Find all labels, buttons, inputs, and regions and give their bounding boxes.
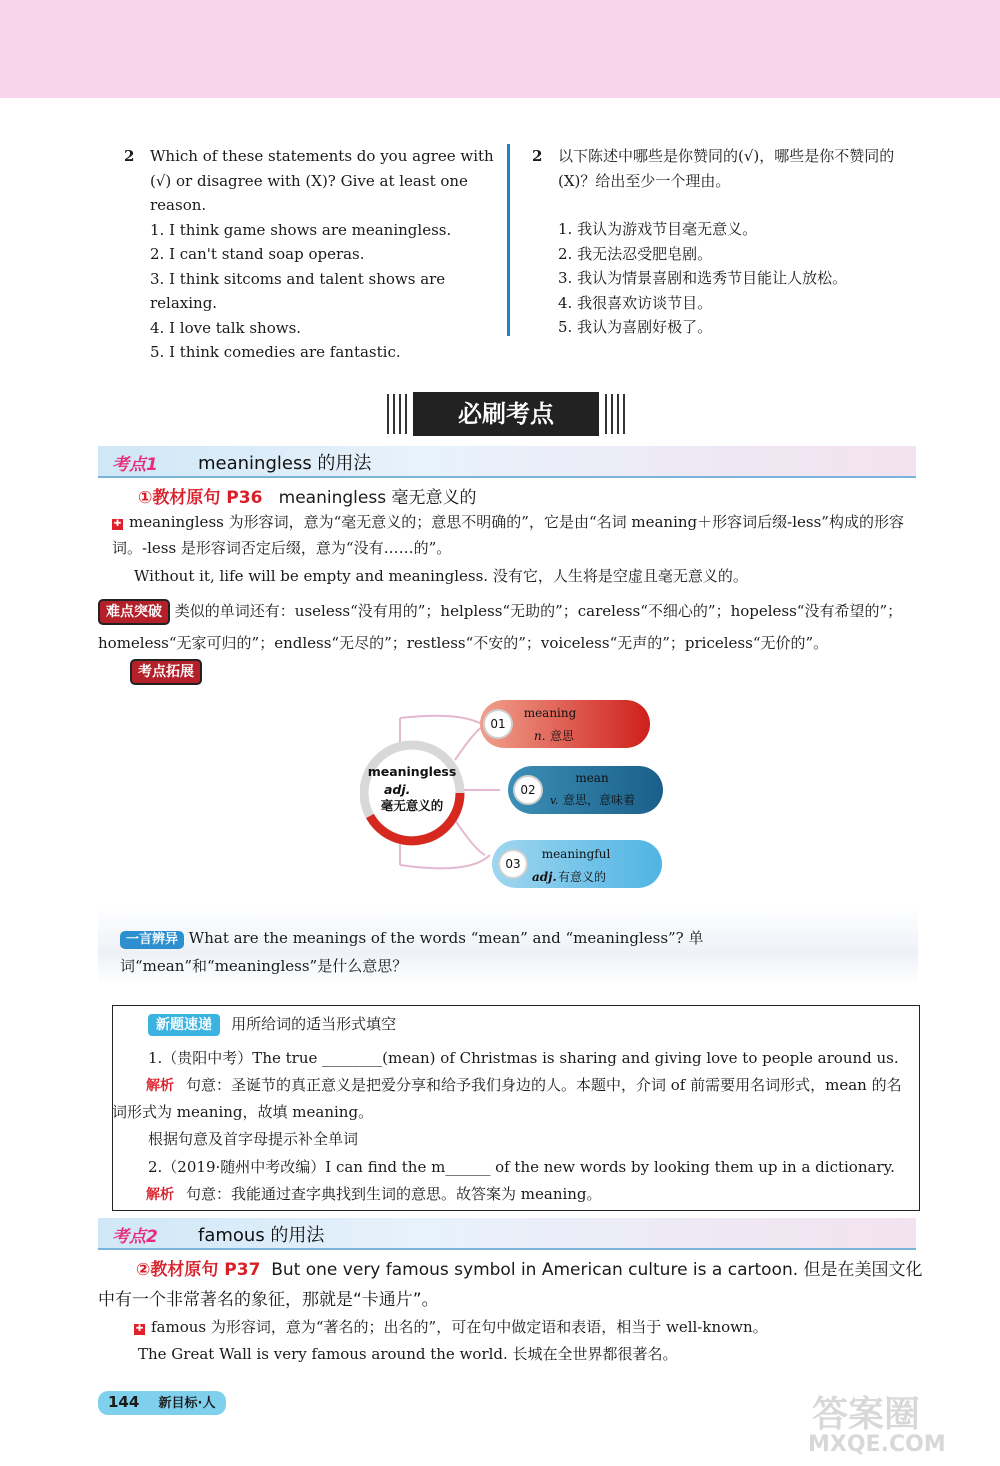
branch-pos: v. xyxy=(550,794,559,807)
analysis-text: 句意：我能通过查字典找到生词的意思。故答案为 meaning。 xyxy=(186,1185,602,1203)
page-number: 144 xyxy=(108,1393,140,1411)
center-word: meaningless xyxy=(367,764,457,779)
column-divider xyxy=(507,144,510,336)
list-item: 3. I think sitcoms and talent shows are relaxing. xyxy=(150,269,446,312)
example-sentence: Without it, life will be empty and meaningless. 没有它，人生将是空虚且毫无意义的。 xyxy=(134,567,748,585)
kaodian-1-header xyxy=(98,446,916,476)
list-item: 1. 我认为游戏节目毫无意义。 xyxy=(558,220,758,238)
branch-number: 02 xyxy=(520,783,536,797)
kaodian-number: 考点1 xyxy=(112,455,158,475)
difficulty-text: 类似的单词还有：useless“没有用的”；helpless“无助的”；careless“不细心的”；hopeless“没有希望的”；homeless“无家可归的”；endless“无尽的”；restless“不安的”；voiceless“无声的”；priceless“无价的”。 xyxy=(98,602,903,652)
analysis-text: 句意：圣诞节的真正意义是把爱分享和给予我们身边的人。本题中，介词 of 前需要用名词形式，mean 的名词形式为 meaning，故填 meaning。 xyxy=(112,1076,902,1121)
quick-check-tag: 一言辨异 xyxy=(120,931,184,949)
question-number: 2 xyxy=(532,147,543,165)
list-item: 2. 我无法忍受肥皂剧。 xyxy=(558,244,713,263)
branch-meaning: 意思，意味着 xyxy=(563,793,636,807)
practice-analysis-1 xyxy=(112,1072,914,1125)
branch-word: meaningful xyxy=(541,847,611,861)
list-item: 5. I think comedies are fantastic. xyxy=(150,343,401,361)
textbook-reference-1 xyxy=(138,483,918,508)
list-item: 3. 我认为情景喜剧和选秀节目能让人放松。 xyxy=(558,269,848,287)
banner-title: 必刷考点 xyxy=(413,392,599,436)
section-banner xyxy=(385,392,627,436)
branch-word: meaning xyxy=(523,706,577,720)
kaodian-title: famous 的用法 xyxy=(198,1225,325,1246)
kaodian-number: 考点2 xyxy=(112,1227,158,1247)
list-item: 4. 我很喜欢访谈节目。 xyxy=(558,293,713,312)
note-text: meaningless 为形容词，意为“毫无意义的；意思不明确的”，它是由“名词 meaning＋形容词后缀-less”构成的形容词。-less 是形容词否定后缀，意为“没有……的”。 xyxy=(112,513,904,557)
analysis-label: 解析 xyxy=(146,1187,174,1203)
word-family-mindmap xyxy=(360,690,670,900)
question-number: 2 xyxy=(124,147,135,165)
kaodian-2-header xyxy=(98,1218,916,1248)
note-text: famous 为形容词，意为“著名的；出名的”，可在句中做定语和表语，相当于 well-known。 xyxy=(151,1318,768,1336)
analysis-label: 解析 xyxy=(146,1078,174,1094)
question-prompt: Which of these statements do you agree with (√) or disagree with (X)? Give at least one reason. xyxy=(150,147,494,214)
page-footer xyxy=(98,1391,226,1415)
practice-header xyxy=(148,1013,908,1036)
branch-number: 03 xyxy=(505,857,521,871)
kaodian-title: meaningless 的用法 xyxy=(198,453,372,474)
series-name: 新目标·人 xyxy=(158,1396,216,1411)
question-2-chinese xyxy=(532,144,904,340)
branch-word: mean xyxy=(575,771,609,785)
branch-pos: n. xyxy=(534,729,546,743)
branch-meaning: 意思 xyxy=(550,729,575,743)
list-item: 4. I love talk shows. xyxy=(150,318,302,337)
list-item: 2. I can't stand soap operas. xyxy=(150,245,365,263)
quick-check xyxy=(120,924,910,980)
practice-heading: 用所给词的适当形式填空 xyxy=(231,1015,397,1033)
reference-text: But one very famous symbol in American culture is a cartoon. 但是在美国文化中有一个非常著名的象征，那就是“卡通片”。 xyxy=(98,1260,923,1310)
practice-tag: 新题速递 xyxy=(148,1014,220,1036)
branch-number: 01 xyxy=(490,717,506,731)
question-prompt: 以下陈述中哪些是你赞同的(√)，哪些是你不赞同的(X)？给出至少一个理由。 xyxy=(558,147,895,190)
practice-question-2: 2.（2019·随州中考改编）I can find the m______ of the new words by looking them up in a dictionary. xyxy=(148,1158,895,1176)
difficulty-tag: 难点突破 xyxy=(98,599,170,625)
watermark-url: MXQE.COM xyxy=(808,1432,946,1457)
quick-check-text: What are the meanings of the words “mean” and “meaningless”? 单词“mean”和“meaningless”是什么意思？ xyxy=(120,929,704,975)
branch-pos: adj. xyxy=(532,870,557,884)
example-sentence-2: The Great Wall is very famous around the world. 长城在全世界都很著名。 xyxy=(138,1345,678,1363)
difficulty-section xyxy=(98,595,924,659)
reference-label: ①教材原句 P36 xyxy=(138,488,263,508)
question-2-english xyxy=(124,144,496,365)
reference-label: ②教材原句 P37 xyxy=(136,1260,261,1280)
reference-text: meaningless 毫无意义的 xyxy=(278,488,477,508)
branch-meaning: 有意义的 xyxy=(558,870,607,884)
watermark-logo: 答案圈 xyxy=(812,1394,921,1435)
extension-section xyxy=(130,659,202,685)
note-paragraph xyxy=(112,509,922,561)
center-meaning: 毫无意义的 xyxy=(380,798,444,813)
note-paragraph-2 xyxy=(134,1314,924,1340)
practice-question-1: 1.（贵阳中考）The true ________(mean) of Christmas is sharing and giving love to people around us. xyxy=(148,1049,899,1067)
extension-tag: 考点拓展 xyxy=(130,659,202,685)
practice-analysis-2 xyxy=(146,1181,914,1208)
list-item: 1. I think game shows are meaningless. xyxy=(150,220,452,239)
practice-heading-2: 根据句意及首字母提示补全单词 xyxy=(148,1130,359,1148)
note-bullet-icon: ✚ xyxy=(113,519,122,529)
top-band xyxy=(0,0,1000,98)
center-pos: adj. xyxy=(384,782,411,797)
textbook-reference-2 xyxy=(98,1255,924,1315)
list-item: 5. 我认为喜剧好极了。 xyxy=(558,318,713,336)
note-bullet-icon: ✚ xyxy=(135,1324,144,1334)
